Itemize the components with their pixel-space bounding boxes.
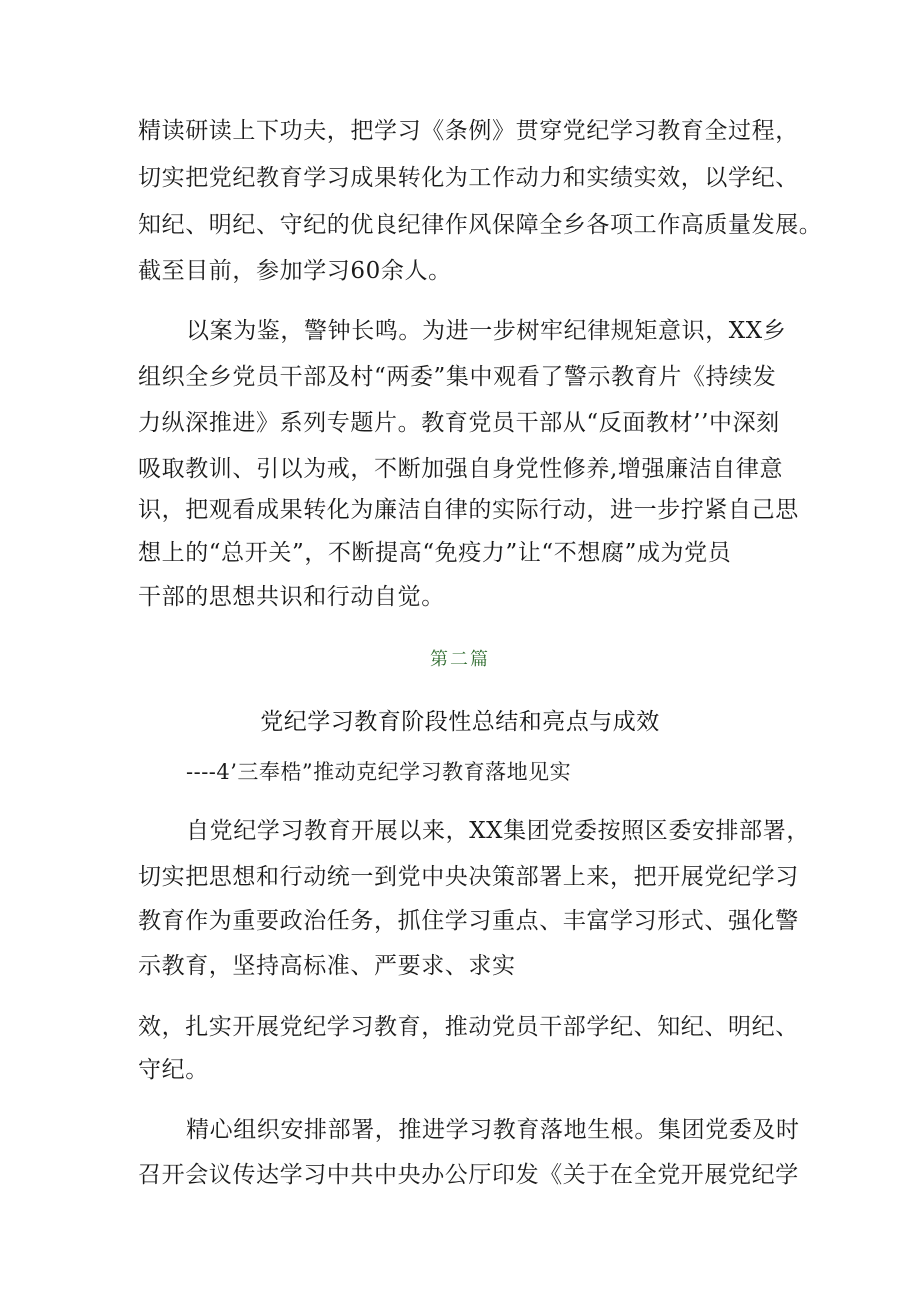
- paragraph-1-line-4: 截至目前，参加学习60余人。: [138, 258, 452, 284]
- paragraph-1-line-2: 切实把党纪教育学习成果转化为工作动力和实绩实效，以学纪、: [138, 165, 799, 191]
- paragraph-2-line-4: 吸取教训、引以为戒，不断加强自身党性修养,增强廉洁自律意: [138, 456, 784, 482]
- paragraph-3-line-2: 切实把思想和行动统一到党中央决策部署上来，把开展党纪学习: [138, 864, 799, 890]
- paragraph-1-line-3: 知纪、明纪、守纪的优良纪律作风保障全乡各项工作高质量发展。: [138, 212, 823, 238]
- paragraph-3-line-1: 自党纪学习教育开展以来，XX集团党委按照区委安排部署，: [186, 818, 810, 844]
- paragraph-2-line-2: 组织全乡党员干部及村“两委”集中观看了警示教育片《持续发: [138, 364, 777, 390]
- paragraph-2-line-1: 以案为鉴，警钟长鸣。为进一步树牢纪律规矩意识，XX乡: [186, 318, 787, 344]
- paragraph-4-line-1: 效，扎实开展党纪学习教育，推动党员干部学纪、知纪、明纪、: [138, 1014, 799, 1040]
- document-title: 党纪学习教育阶段性总结和亮点与成效: [260, 709, 660, 735]
- paragraph-3-line-4: 示教育，坚持高标准、严要求、求实: [138, 953, 516, 979]
- paragraph-2-line-7: 干部的思想共识和行动自觉。: [138, 584, 445, 610]
- paragraph-5-line-1: 精心组织安排部署，推进学习教育落地生根。集团党委及时: [186, 1117, 800, 1143]
- section-label: 第二篇: [430, 649, 490, 670]
- paragraph-5-line-2: 召开会议传达学习中共中央办公厅印发《关于在全党开展党纪学: [138, 1162, 799, 1188]
- paragraph-3-line-3: 教育作为重要政治任务，抓住学习重点、丰富学习形式、强化警: [138, 908, 799, 934]
- paragraph-2-line-6: 想上的“总开关”，不断提高“免疫力”让“不想腐”成为党员: [138, 540, 732, 566]
- paragraph-2-line-3: 力纵深推进》系列专题片。教育党员干部从“反面教材’’中深刻: [138, 410, 780, 436]
- paragraph-2-line-5: 识，把观看成果转化为廉洁自律的实际行动，进一步拧紧自己思: [138, 497, 799, 523]
- document-subtitle: ----4’三奉梏”推动克纪学习教育落地见实: [186, 760, 572, 784]
- paragraph-1-line-1: 精读研读上下功夫，把学习《条例》贯穿党纪学习教育全过程，: [138, 118, 799, 144]
- paragraph-4-line-2: 守纪。: [138, 1057, 209, 1083]
